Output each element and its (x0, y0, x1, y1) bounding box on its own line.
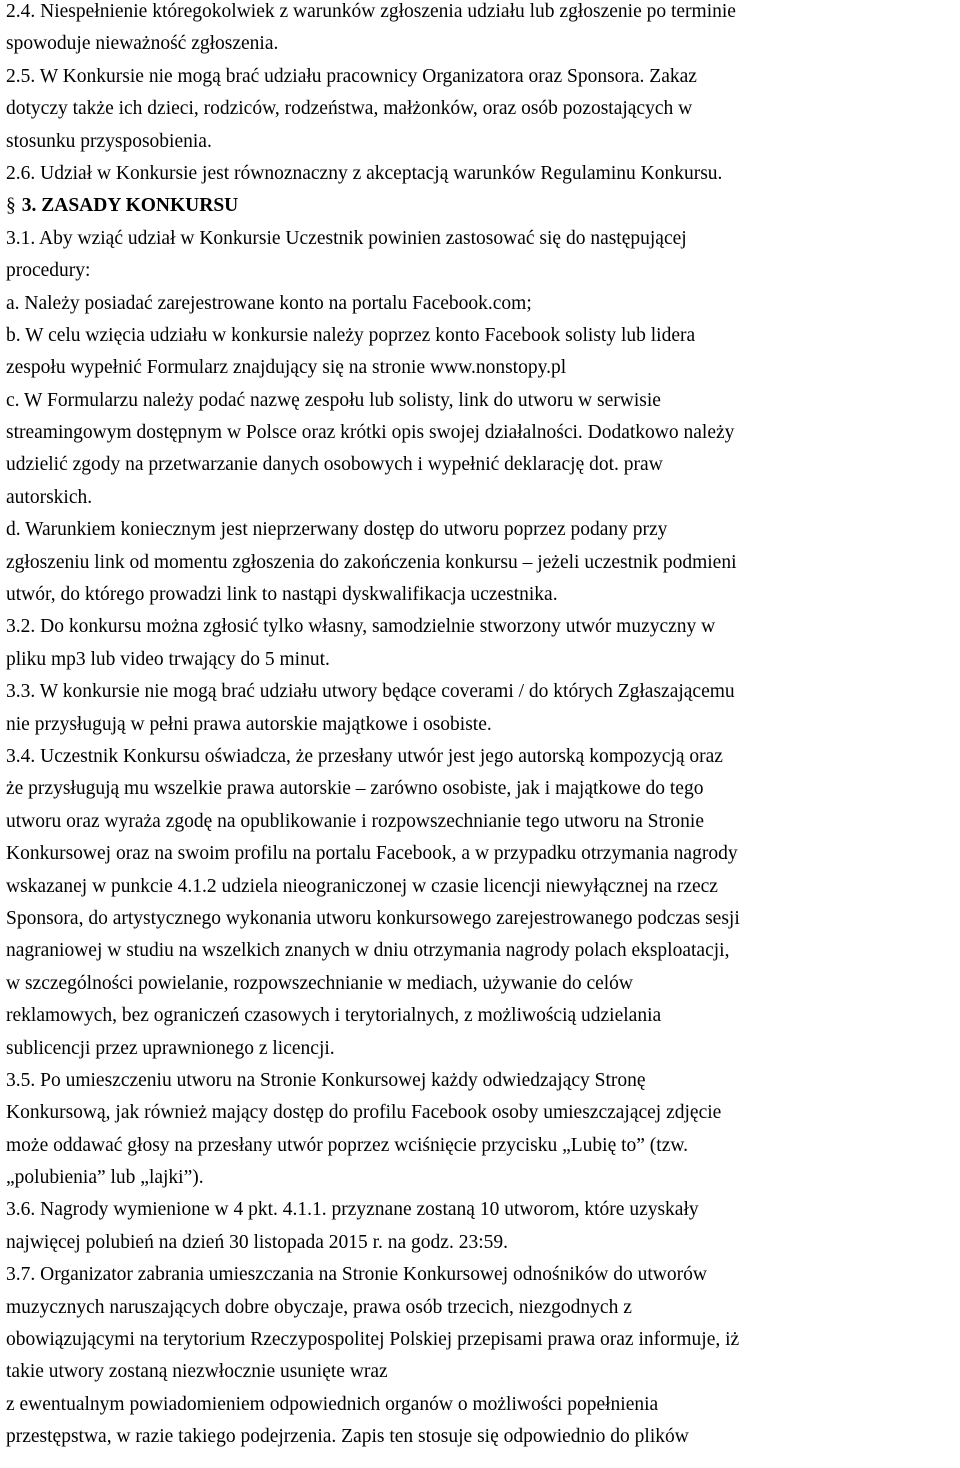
paragraph-line: nie przysługują w pełni prawa autorskie majątkowe i osobiste. (6, 713, 492, 735)
paragraph-line: b. W celu wzięcia udziału w konkursie należy poprzez konto Facebook solisty lub lidera (6, 324, 696, 346)
paragraph-line: 2.6. Udział w Konkursie jest równoznaczny z akceptacją warunków Regulaminu Konkursu. (6, 162, 723, 184)
paragraph-line: 2.5. W Konkursie nie mogą brać udziału pracownicy Organizatora oraz Sponsora. Zakaz (6, 65, 697, 87)
paragraph-line: 3.7. Organizator zabrania umieszczania na Stronie Konkursowej odnośników do utworów (6, 1264, 707, 1286)
paragraph-line: Konkursowej oraz na swoim profilu na portalu Facebook, a w przypadku otrzymania nagrody (6, 843, 738, 865)
paragraph-line: reklamowych, bez ograniczeń czasowych i terytorialnych, z możliwością udzielania (6, 1005, 662, 1027)
section-heading (6, 190, 954, 222)
paragraph-line: 3.1. Aby wziąć udział w Konkursie Uczestnik powinien zastosować się do następującej (6, 227, 687, 249)
paragraph-line: dotyczy także ich dzieci, rodziców, rodzeństwa, małżonków, oraz osób pozostających w (6, 98, 693, 120)
paragraph-line: Sponsora, do artystycznego wykonania utworu konkursowego zarejestrowanego podczas sesji (6, 907, 740, 929)
paragraph-line: pliku mp3 lub video trwający do 5 minut. (6, 648, 330, 670)
paragraph-line: utworu oraz wyraża zgodę na opublikowanie i rozpowszechnianie tego utworu na Stronie (6, 810, 704, 832)
paragraph-line: Konkursową, jak również mający dostęp do profilu Facebook osoby umieszczającej zdjęcie (6, 1102, 722, 1124)
paragraph-line: takie utwory zostaną niezwłocznie usunięte wraz (6, 1361, 388, 1383)
paragraph-line: „polubienia” lub „lajki”). (6, 1167, 204, 1189)
paragraph-line: 3.2. Do konkursu można zgłosić tylko własny, samodzielnie stworzony utwór muzyczny w (6, 616, 716, 638)
paragraph-line: najwięcej polubień na dzień 30 listopada 2015 r. na godz. 23:59. (6, 1231, 509, 1253)
paragraph-line: autorskich. (6, 486, 93, 508)
paragraph-line: nagraniowej w studiu na wszelkich znanych w dniu otrzymania nagrody polach eksploatacji, (6, 940, 730, 962)
section-heading-text: 3. ZASADY KONKURSU (21, 195, 239, 217)
paragraph-line: 3.6. Nagrody wymienione w 4 pkt. 4.1.1. przyznane zostaną 10 utworom, które uzyskały (6, 1199, 699, 1221)
paragraph-line: w szczególności powielanie, rozpowszechnianie w mediach, używanie do celów (6, 972, 634, 994)
paragraph-line: 3.4. Uczestnik Konkursu oświadcza, że przesłany utwór jest jego autorską kompozycją oraz (6, 745, 723, 767)
paragraph-line: spowoduje nieważność zgłoszenia. (6, 33, 279, 55)
paragraph-line: zgłoszeniu link od momentu zgłoszenia do zakończenia konkursu – jeżeli uczestnik podmieni (6, 551, 737, 573)
paragraph-line: d. Warunkiem koniecznym jest nieprzerwany dostęp do utworu poprzez podany przy (6, 519, 668, 541)
paragraph-line: przestępstwa, w razie takiego podejrzenia. Zapis ten stosuje się odpowiednio do plików (6, 1426, 689, 1448)
paragraph-line: może oddawać głosy na przesłany utwór poprzez wciśnięcie przycisku „Lubię to” (tzw. (6, 1134, 689, 1156)
paragraph-line: 3.5. Po umieszczeniu utworu na Stronie Konkursowej każdy odwiedzający Stronę (6, 1069, 646, 1091)
paragraph-line: udzielić zgody na przetwarzanie danych osobowych i wypełnić deklarację dot. praw (6, 454, 663, 476)
paragraph-line: sublicencji przez uprawnionego z licencji. (6, 1037, 335, 1059)
paragraph-line: z ewentualnym powiadomieniem odpowiednich organów o możliwości popełnienia (6, 1393, 659, 1415)
paragraph-line: procedury: (6, 260, 91, 282)
paragraph-line: wskazanej w punkcie 4.1.2 udziela nieograniczonej w czasie licencji niewyłącznej na rzecz (6, 875, 718, 897)
paragraph-line: 2.4. Niespełnienie któregokolwiek z warunków zgłoszenia udziału lub zgłoszenie po terminie (6, 1, 736, 22)
paragraph-line: a. Należy posiadać zarejestrowane konto na portalu Facebook.com; (6, 292, 532, 314)
paragraph-line: streamingowym dostępnym w Polsce oraz krótki opis swojej działalności. Dodatkowo należy (6, 422, 735, 444)
paragraph-line: utwór, do którego prowadzi link to nastąpi dyskwalifikacja uczestnika. (6, 584, 558, 606)
paragraph-line: zespołu wypełnić Formularz znajdujący się na stronie www.nonstopy.pl (6, 357, 567, 379)
paragraph-line: stosunku przysposobienia. (6, 130, 212, 152)
paragraph-line: muzycznych naruszających dobre obyczaje, prawa osób trzecich, niezgodnych z (6, 1296, 632, 1318)
section-sign: § (6, 195, 16, 217)
paragraph-line: c. W Formularzu należy podać nazwę zespołu lub solisty, link do utworu w serwisie (6, 389, 661, 411)
paragraph-line: obowiązującymi na terytorium Rzeczypospolitej Polskiej przepisami prawa oraz informuje, iż (6, 1329, 740, 1351)
paragraph-line: 3.3. W konkursie nie mogą brać udziału utwory będące coverami / do których Zgłaszającemu (6, 681, 735, 703)
paragraph-line: że przysługują mu wszelkie prawa autorskie – zarówno osobiste, jak i majątkowe do tego (6, 778, 704, 800)
